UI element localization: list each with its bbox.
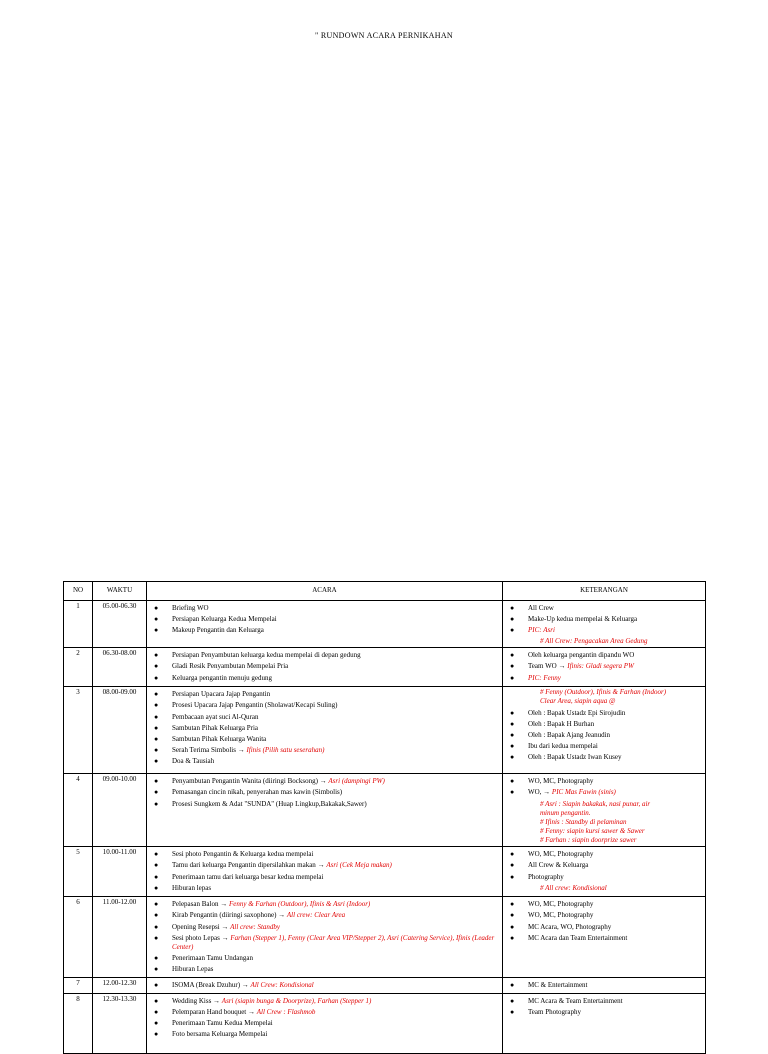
arrow-icon: → [246, 1008, 257, 1017]
item-text: WO, MC, Photography [528, 850, 594, 859]
row-keterangan [503, 601, 706, 648]
list-item [150, 724, 499, 733]
bullet-icon: ● [510, 788, 515, 797]
bullet-icon: ● [510, 651, 515, 660]
item-text: Persiapan Penyambutan keluarga kedua mempelai di depan gedung [172, 651, 361, 660]
list-item [506, 923, 702, 932]
bullet-icon: ● [154, 712, 159, 721]
row-number: 2 [64, 648, 93, 687]
bullet-list [150, 604, 499, 635]
bullet-icon: ● [510, 900, 515, 909]
list-item [150, 911, 499, 920]
list-item [150, 626, 499, 635]
bullet-icon: ● [154, 673, 159, 682]
item-text: Oleh keluarga pengantin dipandu WO [528, 651, 635, 660]
bullet-icon: ● [154, 850, 159, 859]
bullet-icon: ● [510, 861, 515, 870]
bullet-icon: ● [510, 777, 515, 786]
bullet-icon: ● [154, 756, 159, 765]
keterangan-note: Clear Area, siapin aqua @ [540, 697, 616, 706]
bullet-icon: ● [510, 719, 515, 728]
list-item [150, 965, 499, 974]
list-item [150, 604, 499, 613]
header-acara: ACARA [147, 582, 503, 601]
arrow-icon: → [218, 900, 229, 909]
item-text: Persiapan Keluarga Kedua Mempelai [172, 615, 277, 624]
bullet-icon: ● [154, 745, 159, 754]
item-text: Penerimaan Tamu Undangan [172, 953, 254, 962]
bullet-icon: ● [510, 933, 515, 942]
item-text: Sesi photo Lepas [172, 933, 220, 942]
rundown-table [63, 581, 706, 1054]
row-acara [147, 687, 503, 774]
list-item [150, 981, 499, 990]
row-time: 12.00-12.30 [93, 978, 147, 994]
bullet-list [506, 900, 702, 942]
list-item [506, 626, 702, 635]
item-text: Persiapan Upacara Jajap Pengantin [172, 690, 271, 699]
list-item [506, 873, 702, 882]
row-keterangan [503, 687, 706, 774]
row-keterangan [503, 978, 706, 994]
bullet-icon: ● [510, 626, 515, 635]
list-item [506, 1008, 702, 1017]
arrow-icon: → [211, 997, 222, 1006]
item-text: Pelemparan Hand bouquet [172, 1008, 247, 1017]
list-item [150, 923, 499, 932]
bullet-icon: ● [154, 883, 159, 892]
keterangan-note: minum pengantin. [540, 808, 591, 817]
bullet-icon: ● [154, 662, 159, 671]
bullet-icon: ● [154, 690, 159, 699]
item-text: Serah Terima Simbolis [172, 745, 236, 754]
item-text: Prosesi Upacara Jajap Pengantin (Sholawat/Kecapi Suling) [172, 701, 338, 710]
bullet-icon: ● [510, 922, 515, 931]
row-time: 06.30-08.00 [93, 648, 147, 687]
list-item [506, 981, 702, 990]
row-number: 3 [64, 687, 93, 774]
row-time: 08.00-09.00 [93, 687, 147, 774]
list-item [150, 788, 499, 797]
item-text: Sambutan Pihak Keluarga Wanita [172, 734, 267, 743]
list-item [150, 746, 499, 755]
bullet-list [506, 651, 702, 682]
list-item [150, 777, 499, 786]
arrow-icon: → [556, 662, 568, 671]
bullet-icon: ● [154, 799, 159, 808]
row-acara [147, 648, 503, 687]
row-acara [147, 897, 503, 978]
list-item [150, 850, 499, 859]
item-text: Sesi photo Pengantin & Keluarga kedua mempelai [172, 850, 314, 859]
list-item [506, 662, 702, 671]
arrow-icon: → [315, 861, 327, 870]
item-text: Pembacaan ayat suci Al-Quran [172, 712, 259, 721]
bullet-icon: ● [154, 701, 159, 710]
row-number: 4 [64, 774, 93, 847]
bullet-icon: ● [154, 777, 159, 786]
table-row [64, 774, 706, 847]
arrow-icon: → [317, 777, 329, 786]
pic-note: All Crew : Flashmob [256, 1008, 316, 1017]
bullet-icon: ● [154, 981, 159, 990]
bullet-icon: ● [510, 604, 515, 612]
arrow-icon: → [541, 788, 552, 797]
bullet-list [150, 850, 499, 892]
item-text: Opening Resepsi [172, 922, 220, 931]
list-item [506, 709, 702, 718]
pic-note: Ifinis (Pilih satu seserahan) [246, 745, 325, 754]
list-item [506, 604, 702, 613]
item-text: Keluarga pengantin menuju gedung [172, 673, 272, 682]
keterangan-note: # All crew: Kondisional [540, 883, 607, 892]
item-text: WO, [528, 788, 542, 797]
bullet-icon: ● [154, 933, 159, 942]
bullet-list [150, 981, 499, 990]
item-text: Sambutan Pihak Keluarga Pria [172, 723, 258, 732]
bullet-list [150, 997, 499, 1039]
list-item [150, 651, 499, 660]
pic-note: Asri (dampingi PW) [328, 777, 385, 786]
bullet-icon: ● [510, 708, 515, 717]
list-item [150, 757, 499, 766]
pic-note: PIC: Asri [528, 626, 555, 635]
list-item [506, 777, 702, 786]
item-text: All Crew [528, 604, 554, 612]
pic-note: Ifinis: Gladi segera PW [567, 662, 634, 671]
keterangan-note: # Farhan : siapin doorprize sawer [540, 835, 637, 844]
bullet-icon: ● [154, 911, 159, 920]
bullet-icon: ● [154, 651, 159, 660]
row-number: 7 [64, 978, 93, 994]
item-text: MC Acara & Team Entertainment [528, 997, 623, 1006]
item-text: Oleh : Bapak Ajang Jeanudin [528, 730, 611, 739]
bullet-icon: ● [154, 964, 159, 973]
bullet-icon: ● [154, 953, 159, 962]
item-text: WO, MC, Photography [528, 777, 594, 786]
item-text: Pelepasan Balon [172, 900, 219, 909]
keterangan-note: # All Crew: Pengacakan Area Gedung [540, 637, 648, 646]
table-header-row [64, 582, 706, 601]
bullet-icon: ● [510, 872, 515, 881]
row-number: 6 [64, 897, 93, 978]
list-item [150, 884, 499, 893]
pic-note: PIC Mas Fawin (sinis) [551, 788, 616, 797]
keterangan-note: # Fenny: siapin kursi sawer & Sawer [540, 826, 645, 835]
pic-note: All crew: Clear Area [286, 911, 346, 920]
list-item [150, 1030, 499, 1039]
bullet-list [150, 900, 499, 974]
item-text: Wedding Kiss [172, 997, 212, 1006]
list-item [150, 662, 499, 671]
bullet-list [506, 981, 702, 990]
item-text: Penerimaan Tamu Kedua Mempelai [172, 1019, 273, 1028]
table-row [64, 687, 706, 774]
pic-note: All crew: Standby [230, 922, 281, 931]
bullet-icon: ● [154, 734, 159, 743]
item-text: Foto bersama Keluarga Mempelai [172, 1030, 268, 1039]
list-item [506, 720, 702, 729]
list-item [150, 954, 499, 963]
list-item [150, 701, 499, 710]
bullet-icon: ● [510, 615, 515, 624]
keterangan-note: # Asri : Siapin bakakak, nasi punar, air [540, 799, 651, 808]
row-time: 12.30-13.30 [93, 994, 147, 1054]
bullet-list [506, 709, 702, 762]
row-keterangan [503, 897, 706, 978]
keterangan-note: # Ifinis : Standby di pelaminan [540, 817, 627, 826]
pic-note: Fenny & Farhan (Outdoor), Ifinis & Asri (Indoor) [228, 900, 371, 909]
item-text: MC Acara, WO, Photography [528, 922, 612, 931]
row-acara [147, 601, 503, 648]
item-text: Tamu dari keluarga Pengantin dipersilahkan makan [172, 861, 316, 870]
bullet-icon: ● [510, 662, 515, 671]
arrow-icon: → [219, 922, 231, 931]
bullet-list [150, 690, 499, 766]
item-text: ISOMA (Break Dzuhur) [172, 981, 241, 990]
bullet-icon: ● [510, 981, 515, 990]
keterangan-note: # Fenny (Outdoor), Ifinis & Farhan (Indoor) [540, 688, 667, 697]
list-item [506, 788, 702, 797]
list-item [150, 735, 499, 744]
list-item [150, 674, 499, 683]
list-item [150, 800, 499, 809]
bullet-icon: ● [510, 673, 515, 682]
row-time: 09.00-10.00 [93, 774, 147, 847]
list-item [150, 934, 499, 952]
item-text: MC Acara dan Team Entertainment [528, 933, 628, 942]
bullet-icon: ● [154, 997, 159, 1006]
list-item [506, 651, 702, 660]
list-item [506, 997, 702, 1006]
item-text: Team Photography [528, 1008, 581, 1017]
item-text: Makeup Pengantin dan Keluarga [172, 626, 264, 635]
item-text: Photography [528, 872, 564, 881]
bullet-icon: ● [510, 850, 515, 859]
header-no: NO [64, 582, 93, 601]
bullet-icon: ● [154, 788, 159, 797]
item-text: Prosesi Sungkem & Adat "SUNDA" (Huap Lingkup,Bakakak,Sawer) [172, 799, 367, 808]
row-number: 5 [64, 847, 93, 897]
list-item [506, 934, 702, 943]
bullet-icon: ● [154, 604, 159, 612]
list-item [150, 900, 499, 909]
list-item [150, 713, 499, 722]
item-text: WO, MC, Photography [528, 900, 594, 909]
pic-note: Asri (siapin bunga & Doorprize), Farhan (Stepper 1) [221, 997, 372, 1006]
list-item [150, 861, 499, 870]
item-text: Kirab Pengantin (diiringi saxophone) [172, 911, 277, 920]
item-text: WO, MC, Photography [528, 911, 594, 920]
item-text: Oleh : Bapak Ustadz Epi Sirojudin [528, 708, 626, 717]
bullet-icon: ● [154, 723, 159, 732]
row-keterangan [503, 648, 706, 687]
bullet-list [506, 777, 702, 797]
table-row [64, 978, 706, 994]
bullet-icon: ● [510, 730, 515, 739]
item-text: Team WO [528, 662, 557, 671]
row-acara [147, 978, 503, 994]
header-waktu: WAKTU [93, 582, 147, 601]
item-text: Hiburan Lepas [172, 964, 214, 973]
item-text: Penerimaan tamu dari keluarga besar kedua mempelai [172, 872, 324, 881]
list-item [506, 850, 702, 859]
bullet-icon: ● [154, 861, 159, 870]
bullet-icon: ● [154, 626, 159, 635]
bullet-icon: ● [154, 900, 159, 909]
row-time: 10.00-11.00 [93, 847, 147, 897]
bullet-icon: ● [154, 1019, 159, 1028]
arrow-icon: → [235, 745, 247, 754]
bullet-icon: ● [510, 741, 515, 750]
bullet-list [506, 604, 702, 635]
bullet-icon: ● [154, 1008, 159, 1017]
pic-note: Asri (Cek Meja makan) [326, 861, 392, 870]
row-acara [147, 774, 503, 847]
arrow-icon: → [276, 911, 287, 920]
row-keterangan [503, 847, 706, 897]
list-item [150, 1008, 499, 1017]
item-text: Doa & Tausiah [172, 756, 215, 765]
list-item [150, 615, 499, 624]
list-item [150, 997, 499, 1006]
list-item [150, 873, 499, 882]
row-number: 1 [64, 601, 93, 648]
table-row [64, 648, 706, 687]
item-text: Oleh : Bapak Ustadz Iwan Kusey [528, 752, 622, 761]
bullet-list [506, 850, 702, 881]
row-time: 11.00-12.00 [93, 897, 147, 978]
list-item [506, 731, 702, 740]
pic-note: PIC: Fenny [528, 673, 561, 682]
table-row [64, 897, 706, 978]
arrow-icon: → [240, 981, 251, 990]
list-item [506, 753, 702, 762]
list-item [150, 690, 499, 699]
table-body [64, 601, 706, 1054]
bullet-icon: ● [154, 922, 159, 931]
list-item [506, 742, 702, 751]
list-item [506, 900, 702, 909]
list-item [506, 861, 702, 870]
item-text: Make-Up kedua mempelai & Keluarga [528, 615, 638, 624]
bullet-list [506, 997, 702, 1017]
item-text: Briefing WO [172, 604, 209, 612]
bullet-icon: ● [510, 1008, 515, 1017]
header-keterangan: KETERANGAN [503, 582, 706, 601]
bullet-icon: ● [154, 1030, 159, 1039]
table-row [64, 847, 706, 897]
bullet-icon: ● [510, 997, 515, 1006]
row-number: 8 [64, 994, 93, 1054]
item-text: Oleh : Bapak H Burhan [528, 719, 595, 728]
arrow-icon: → [219, 933, 231, 942]
item-text: Ibu dari kedua mempelai [528, 741, 598, 750]
item-text: All Crew & Keluarga [528, 861, 589, 870]
item-text: MC & Entertainment [528, 981, 588, 990]
item-text: Pemasangan cincin nikah, penyerahan mas kawin (Simbolis) [172, 788, 343, 797]
pic-note: Farhan (Stepper 1), Fenny (Clear Area VIP/Stepper 2), Asri (Catering Service), Ifinis (Leader Center) [172, 933, 495, 951]
table-row [64, 601, 706, 648]
pic-note: All Crew: Kondisional [250, 981, 314, 990]
list-item [506, 911, 702, 920]
bullet-list [150, 777, 499, 808]
bullet-icon: ● [154, 872, 159, 881]
list-item [506, 674, 702, 683]
list-item [506, 615, 702, 624]
bullet-icon: ● [510, 752, 515, 761]
item-text: Gladi Resik Penyambutan Mempelai Pria [172, 662, 289, 671]
bullet-icon: ● [510, 911, 515, 920]
row-keterangan [503, 774, 706, 847]
bullet-icon: ● [154, 615, 159, 624]
item-text: Hiburan lepas [172, 883, 212, 892]
item-text: Penyambutan Pengantin Wanita (diiringi Bocksong) [172, 777, 318, 786]
row-acara [147, 847, 503, 897]
row-time: 05.00-06.30 [93, 601, 147, 648]
document-title: " RUNDOWN ACARA PERNIKAHAN [315, 31, 453, 40]
bullet-list [150, 651, 499, 682]
